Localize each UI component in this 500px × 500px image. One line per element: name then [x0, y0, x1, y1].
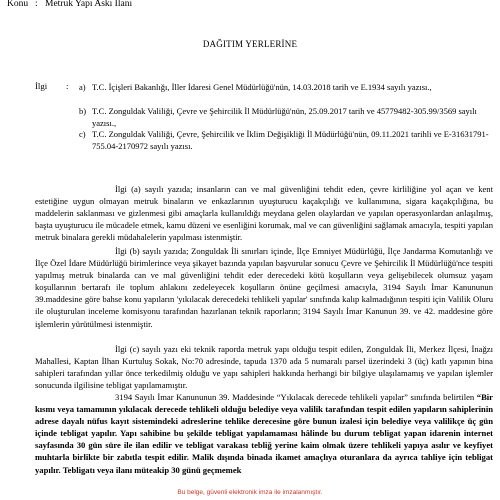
paragraph-1: [35, 183, 493, 243]
reference-text: T.C. Zonguldak Valiliği, Çevre, Şehircilik ve İklim Değişikliği İl Müdürlüğü'nün, 09.11.2021 tarihli ve E-31631791-755.04-2170972 sayılı yazısı.: [92, 129, 489, 152]
reference-item-a: [79, 81, 499, 105]
paragraph-2: [35, 245, 493, 330]
reference-colon: :: [66, 81, 69, 91]
reference-letter: a): [79, 82, 86, 92]
reference-letter: c): [79, 129, 86, 139]
e-signature-note: Bu belge, güvenli elektronik imza ile imzalanmıştır.: [177, 489, 323, 496]
paragraph-4: [35, 391, 493, 476]
reference-text: T.C. İçişleri Bakanlığı, İller İdaresi Genel Müdürlüğü'nün, 14.03.2018 tarih ve E.1934 sayılı yazısı.,: [92, 82, 432, 92]
reference-letter: b): [79, 106, 87, 116]
reference-item-b: [79, 105, 499, 129]
subject-value: Metruk Yapı Askı İlanı: [45, 0, 133, 9]
reference-text: T.C. Zonguldak Valiliği, Çevre ve Şehircilik İl Müdürlüğü'nün, 25.09.2017 tarih ve 45779482-305.99/3569 sayılı yazısı.,: [92, 106, 477, 129]
paragraph-4-bold: “Bir kısmı veya tamamının yıkılacak derecede tehlikeli olduğu belediye veya valilik tarafından tespit edilen yapıların sahiplerinin adrese dayalı nüfus kayıt sistemindeki adreslerine tehlike derecesine göre bunun izalesi için belediye veya valilikçe üç gün içinde tebligat yapılır. Yapı sahibine bu şekilde tebligat yapılamaması hâlinde bu durum tebligat yapan idarenin internet sayfasında 30 gün süre ile ilan edilir ve tebligat varakası tebliğ yerine kaim olmak üzere tehlikeli yapıya asılır ve keyfiyet muhtarla birlikte bir zabıtla tespit edilir. Malik dışında binada ikamet amaçlıya oturanlara da ayrıca tahliye için tebligat yapılır. Tebligatı veya ilanı müteakip 30 günü geçmemek: [35, 392, 493, 475]
document-title: DAĞITIM YERLERİNE: [202, 39, 298, 49]
paragraph-3-text: İlgi (c) sayılı yazı eki teknik raporda metruk yapı olduğu tespit edilen, Zonguldak İli, Merkez İlçesi, İnağzı Mahallesi, Kaptan İlhan Kurtuluş Sokak, No:70 adresinde, tapuda 1370 ada 5 numaralı parsel üzerindeki 3 (üç) katlı yapının bina sahipleri tarafından yıllar önce terkedilmiş olduğu ve yapı sahipleri hakkında herhangi bir bilgiye ulaşılamamış ve yapılan işlemler sonucunda ilgilisine tebligat yapılamamıştır.: [35, 344, 493, 391]
paragraph-4-intro: 3194 Sayılı İmar Kanununun 39. Maddesinde “Yıkılacak derecede tehlikeli yapılar” sınıfında belirtilen: [115, 392, 475, 402]
paragraph-2-text: İlgi (b) sayılı yazıda; Zonguldak İli sınırları içinde, İlçe Emniyet Müdürlüğü, İlçe Jandarma Komutanlığı ve İlçe Özel İdare Müdürlüğü birimlerince veya şikayet bazında yapılan başvurular sonucu Çevre ve Şehircilik İl Müdürlüğü'nce tespiti yapılmış metruk binalarda can ve mal güvenliğini tehdit eder derecedeki kötü koşulların veya gelişebilecek olumsuz yaşam koşullarının bertarafı ile toplum ahlakını zedeleyecek koşulların önüne geçilmesi amacıyla, 3194 Sayılı İmar Kanununun 39.maddesine göre bahse konu yapıların 'yıkılacak derecedeki tehlikeli yapılar' sınıfında kalıp kalmadığının tespiti için Valilik Oluru ile oluşturulan inceleme komisyonu tarafından hazırlanan teknik raporların; 3194 Sayılı İmar Kanunun 39. ve 42. maddesine göre işlemlerin yürütülmesi istenmiştir.: [35, 246, 493, 329]
reference-label: İlgi: [35, 81, 48, 91]
paragraph-1-text: İlgi (a) sayılı yazıda; insanların can ve mal güvenliğini tehdit eden, çevre kirliliğine yol açan ve kent estetiğine uygun olmayan metruk binaların ve enkazlarının uyuşturucu kaçakçılığı ve kullanımına, sigara kaçakçılığına, bu maddelerin saklanması ve gizlenmesi gibi amaçlarla kullanıldığı meydana gelen olaylardan ve yapılan operasyonlardan anlaşılmış, başta uyuşturucu ile mücadele etmek, kamu düzeni ve esenliğini korumak, mal ve can güvenliğini sağlamak amacıyla, tespiti yapılan metruk binalara gerekli müdahalelerin yapılması istenmiştir.: [35, 184, 493, 243]
reference-item-c: [79, 128, 499, 152]
paragraph-3: [35, 343, 493, 391]
subject-label: Konu: [7, 0, 29, 9]
subject-line: [7, 0, 500, 9]
subject-separator: :: [35, 0, 38, 9]
